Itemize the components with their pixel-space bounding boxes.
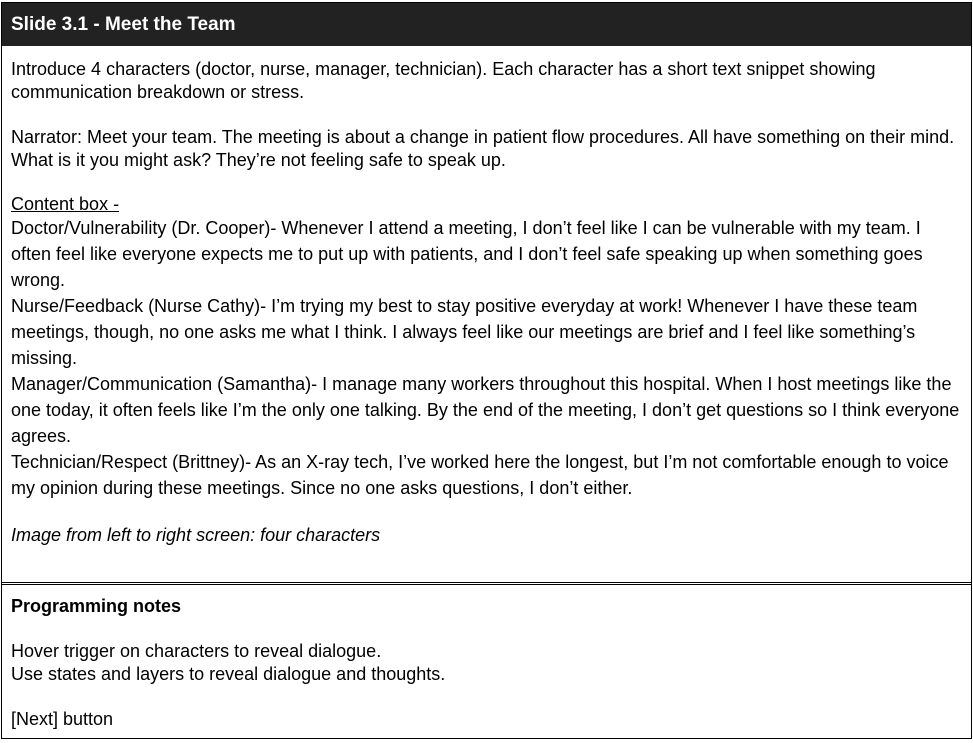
- notes-spacer: [11, 686, 962, 708]
- image-note: Image from left to right screen: four characters: [11, 525, 381, 545]
- programming-notes-cell: [2, 585, 971, 731]
- programming-notes-title: Programming notes: [11, 596, 182, 616]
- content-box-label: Content box -: [11, 194, 120, 214]
- slide-title-bar: [2, 3, 971, 46]
- slide-content-cell: [2, 46, 971, 582]
- storyboard-table: [1, 2, 972, 739]
- character-technician-text: Technician/Respect (Brittney)- As an X-ray tech, I’ve worked here the longest, but I’m not comfortable enough to voice my opinion during these meetings. Since no one asks questions, I don’t either.: [11, 452, 949, 498]
- intro-text: Introduce 4 characters (doctor, nurse, manager, technician). Each character has a short text snippet showing communication breakdown or stress.: [11, 59, 876, 102]
- notes-line-hover: Hover trigger on characters to reveal dialogue.: [11, 641, 382, 661]
- narrator-text: Narrator: Meet your team. The meeting is about a change in patient flow procedures. All have something on their mind. What is it you might ask? They’re not feeling safe to speak up.: [11, 127, 955, 170]
- character-nurse-text: Nurse/Feedback (Nurse Cathy)- I’m trying my best to stay positive everyday at work! Whenever I have these team meetings, though, no one asks me what I think. I always feel like our meetings are brief and I feel like something’s missing.: [11, 296, 918, 368]
- character-doctor-text: Doctor/Vulnerability (Dr. Cooper)- Whenever I attend a meeting, I don’t feel like I can be vulnerable with my team. I often feel like everyone expects me to put up with patients, and I don’t feel safe speaking up when something goes wrong.: [11, 218, 923, 290]
- slide-title: Slide 3.1 - Meet the Team: [11, 14, 236, 35]
- notes-line-states: Use states and layers to reveal dialogue and thoughts.: [11, 664, 446, 684]
- next-button[interactable]: [Next] button: [11, 709, 114, 729]
- character-manager-text: Manager/Communication (Samantha)- I manage many workers throughout this hospital. When I host meetings like the one today, it often feels like I’m the only one talking. By the end of the meeting, I don’t get questions so I think everyone agrees.: [11, 374, 960, 446]
- notes-spacer: [11, 618, 962, 640]
